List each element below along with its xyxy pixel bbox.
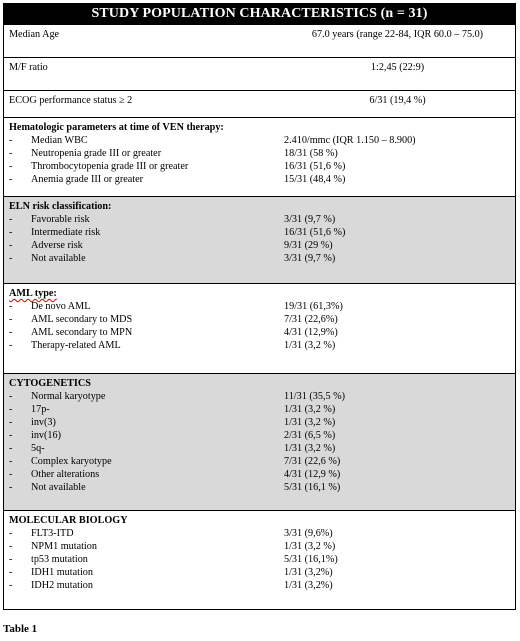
list-item: - Other alterations 4/31 (12,9 %) [9, 469, 341, 480]
section-heading: Hematologic parameters at time of VEN therapy: [9, 122, 224, 133]
list-item: - Not available 5/31 (16,1 %) [9, 482, 341, 493]
row-label: ECOG performance status ≥ 2 [9, 95, 133, 106]
row-ecog [4, 90, 515, 117]
list-item: - IDH1 mutation 1/31 (3,2%) [9, 567, 333, 578]
row-mf-ratio [4, 57, 515, 90]
list-item: - inv(3) 1/31 (3,2 %) [9, 417, 336, 428]
list-item: - AML secondary to MDS 7/31 (22,6%) [9, 314, 338, 325]
list-item: - inv(16) 2/31 (6,5 %) [9, 430, 336, 441]
list-item: - Favorable risk 3/31 (9,7 %) [9, 214, 336, 225]
list-item: - IDH2 mutation 1/31 (3,2%) [9, 580, 333, 591]
list-item: - Neutropenia grade III or greater 18/31 (58 %) [9, 148, 338, 159]
table-title: STUDY POPULATION CHARACTERISTICS (n = 31) [4, 4, 515, 24]
section-heading: ELN risk classification: [9, 201, 112, 212]
section-eln-risk [4, 196, 515, 283]
row-label: M/F ratio [9, 62, 48, 73]
row-value: 1:2,45 (22:9) [370, 62, 425, 73]
section-heading: CYTOGENETICS [9, 378, 91, 389]
list-item: - Complex karyotype 7/31 (22,6 %) [9, 456, 341, 467]
list-item: - AML secondary to MPN 4/31 (12,9%) [9, 327, 338, 338]
section-hematologic [4, 117, 515, 196]
characteristics-table [3, 3, 516, 610]
list-item: - Therapy-related AML 1/31 (3,2 %) [9, 340, 336, 351]
list-item: - Median WBC 2.410/mmc (IQR 1.150 – 8.900) [9, 135, 416, 146]
list-item: - Not available 3/31 (9,7 %) [9, 253, 336, 264]
row-value: 6/31 (19,4 %) [369, 95, 426, 106]
section-heading: AML type: [9, 288, 57, 299]
list-item: - NPM1 mutation 1/31 (3,2 %) [9, 541, 336, 552]
list-item: - Anemia grade III or greater 15/31 (48,4 %) [9, 174, 346, 185]
row-label: Median Age [9, 29, 60, 40]
list-item: - 5q- 1/31 (3,2 %) [9, 443, 336, 454]
list-item: - Intermediate risk 16/31 (51,6 %) [9, 227, 346, 238]
list-item: - 17p- 1/31 (3,2 %) [9, 404, 336, 415]
row-value: 67.0 years (range 22-84, IQR 60.0 – 75.0) [311, 29, 484, 40]
table-caption: Table 1 [3, 623, 38, 635]
list-item: - Normal karyotype 11/31 (35,5 %) [9, 391, 346, 402]
list-item: - Adverse risk 9/31 (29 %) [9, 240, 333, 251]
row-median-age [4, 24, 515, 57]
section-aml-type [4, 283, 515, 373]
list-item: - De novo AML 19/31 (61,3%) [9, 301, 343, 312]
section-heading: MOLECULAR BIOLOGY [9, 515, 128, 526]
list-item: - FLT3-ITD 3/31 (9,6%) [9, 528, 333, 539]
list-item: - Thrombocytopenia grade III or greater 16/31 (51,6 %) [9, 161, 346, 172]
section-cytogenetics [4, 373, 515, 510]
list-item: - tp53 mutation 5/31 (16,1%) [9, 554, 338, 565]
section-molecular-biology [4, 510, 515, 609]
